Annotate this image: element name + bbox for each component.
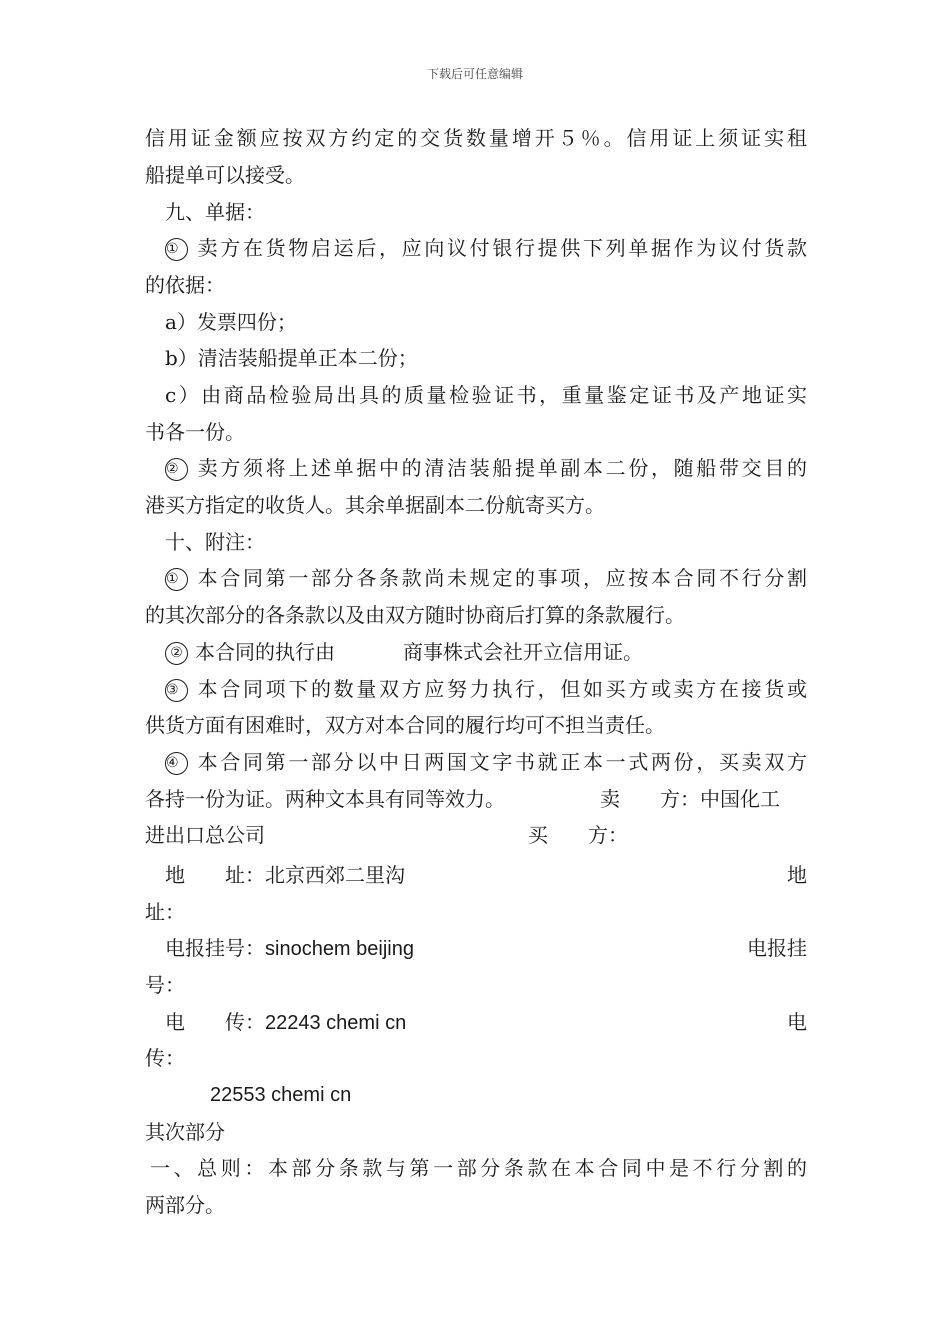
list-item: [165, 565, 807, 591]
buyer-label: 买 方：: [528, 823, 628, 847]
list-item-text: 卖方在货物启运后，应向议付银行提供下列单据作为议付货款: [195, 236, 807, 260]
section-heading: 九、单据：: [165, 200, 265, 224]
section-heading: 十、附注：: [165, 530, 265, 554]
list-item: a）发票四份；: [165, 310, 297, 334]
page-header: 下载后可任意编辑: [426, 67, 523, 81]
telex-value-2: 22553 chemi cn: [210, 1084, 352, 1106]
list-item: [165, 455, 807, 481]
seller-name-cont: 进出口总公司: [145, 823, 265, 847]
list-item: b）清洁装船提单正本二份；: [165, 346, 418, 370]
paragraph-line: [145, 822, 807, 848]
paragraph-line: 船提单可以接受。: [145, 163, 305, 187]
address-row: [165, 862, 807, 888]
buyer-cable-label: 电报挂: [747, 936, 807, 960]
paragraph-line: 一、总则：本部分条款与第一部分条款在本合同中是不行分割的: [150, 1156, 807, 1180]
list-item-text: 各持一份为证。两种文本具有同等效力。: [145, 787, 505, 811]
cable-row: [165, 935, 807, 962]
circled-number: ④: [165, 752, 188, 775]
cable-label: 电报挂号：: [165, 936, 265, 960]
paragraph-line: 的依据：: [145, 273, 225, 297]
list-item-text: 本合同项下的数量双方应努力执行，但如买方或卖方在接货或: [195, 677, 807, 701]
paragraph-line: 号：: [145, 973, 185, 997]
list-item: [165, 676, 807, 702]
buyer-telex-label: 电: [787, 1010, 807, 1034]
part-heading: 其次部分: [145, 1120, 225, 1144]
circled-number: ①: [165, 568, 188, 591]
paragraph-line: 信用证金额应按双方约定的交货数量增开５％。信用证上须证实租: [145, 126, 807, 150]
list-item-text: 商事株式会社开立信用证。: [403, 640, 643, 664]
circled-number: ②: [165, 458, 188, 481]
paragraph-line: 供货方面有困难时，双方对本合同的履行均可不担当责任。: [145, 713, 665, 737]
circled-number: ①: [165, 238, 188, 261]
list-item: [165, 235, 807, 261]
paragraph-line: 港买方指定的收货人。其余单据副本二份航寄买方。: [145, 493, 605, 517]
paragraph-line: 的其次部分的各条款以及由双方随时协商后打算的条款履行。: [145, 603, 685, 627]
buyer-address-label: 地: [787, 863, 807, 887]
paragraph-line: 传：: [145, 1046, 185, 1070]
telex-label: 电 传：: [165, 1010, 265, 1034]
circled-number: ②: [165, 642, 188, 665]
telex-value: 22243 chemi cn: [265, 1012, 407, 1034]
list-item-text: 本合同第一部分各条款尚未规定的事项，应按本合同不行分割: [195, 566, 807, 590]
list-item: [165, 639, 807, 665]
list-item-text: 本合同第一部分以中日两国文字书就正本一式两份，买卖双方: [195, 750, 807, 774]
list-item: c）由商品检验局出具的质量检验证书，重量鉴定证书及产地证实: [165, 383, 807, 407]
paragraph-line: [145, 786, 807, 812]
seller-address: 地 址：北京西郊二里沟: [165, 863, 405, 887]
circled-number: ③: [165, 679, 188, 702]
paragraph-line: 书各一份。: [145, 420, 245, 444]
paragraph-line: 两部分。: [145, 1193, 225, 1217]
list-item-text: 本合同的执行由: [195, 640, 335, 664]
list-item: [165, 749, 807, 775]
seller-label: 卖 方：中国化工: [600, 787, 780, 811]
telex-row: [165, 1009, 807, 1036]
paragraph-line: 址：: [145, 900, 185, 924]
list-item-text: 卖方须将上述单据中的清洁装船提单副本二份，随船带交目的: [195, 456, 807, 480]
cable-value: sinochem beijing: [265, 938, 414, 960]
